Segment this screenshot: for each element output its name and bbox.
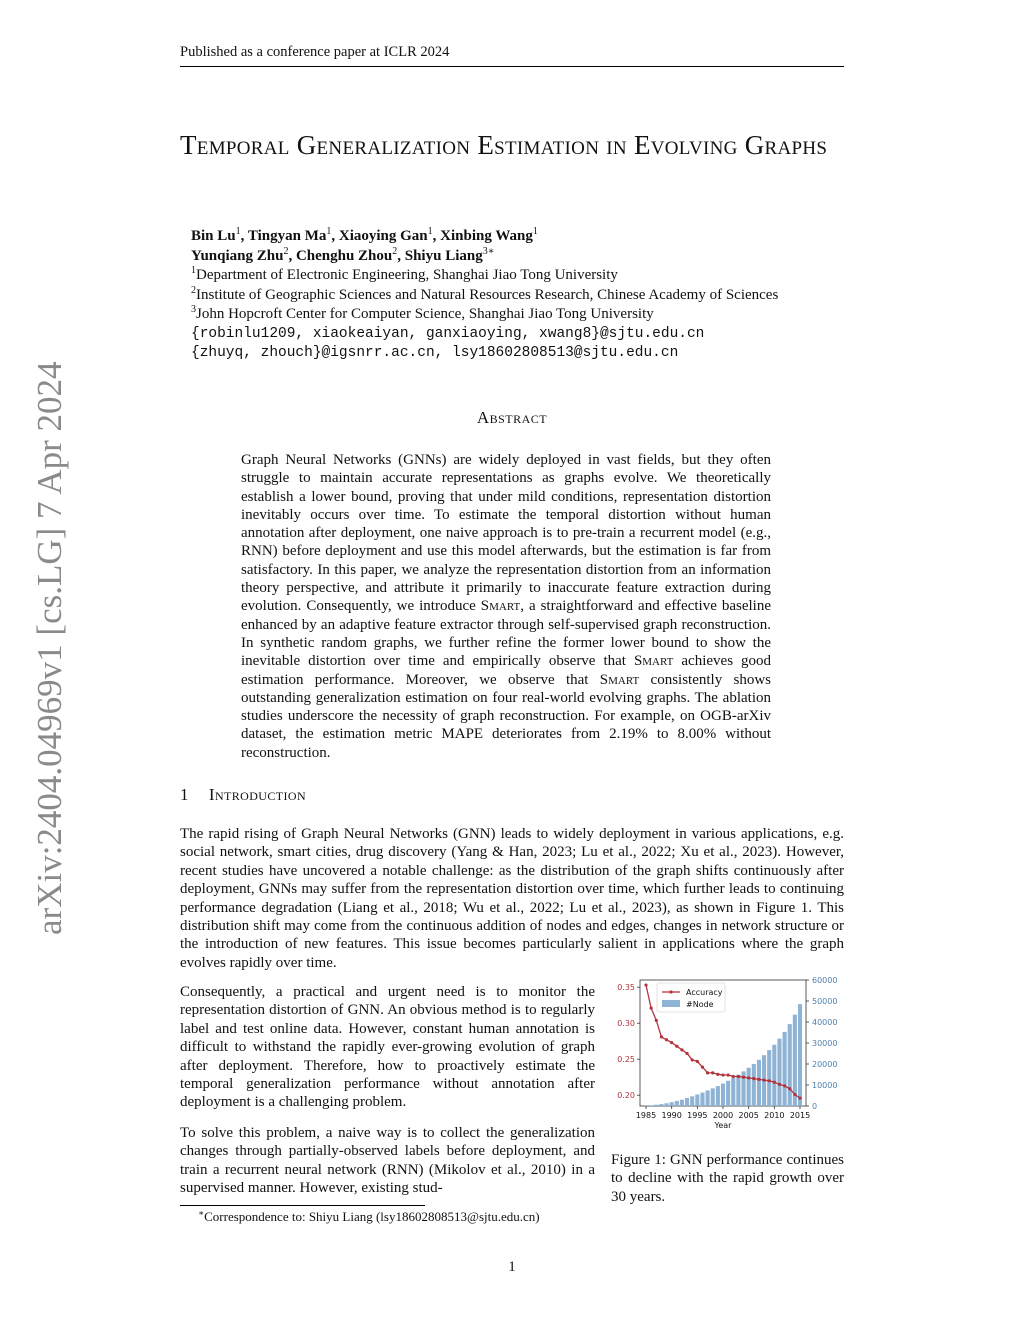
section-heading-introduction (180, 785, 306, 805)
x-tick-label: 1985 (635, 1111, 657, 1120)
accuracy-point (644, 983, 647, 986)
author-name: Xiaoying Gan (338, 228, 428, 244)
accuracy-point (706, 1071, 709, 1074)
node-count-bar (706, 1090, 710, 1106)
right-tick-label: 0 (812, 1102, 818, 1111)
accuracy-point (716, 1073, 719, 1076)
accuracy-point (762, 1078, 765, 1081)
affiliation-3: $^3$John Hopcroft Center for Computer Science, Shanghai Jiao Tong University (191, 304, 654, 322)
x-tick-label: 2000 (712, 1111, 734, 1120)
author-line-2: Yunqiang Zhu$^2$, Chenghu Zhou$^2$, Shiyu Liang$^{3∗}$ (191, 245, 495, 264)
node-count-bar (783, 1032, 787, 1106)
legend-node-label: #Node (686, 1000, 714, 1009)
paper-title: Temporal Generalization Estimation in Evolving Graphs (180, 130, 828, 160)
node-count-bar (752, 1064, 756, 1106)
page-number: 1 (508, 1259, 516, 1275)
accuracy-point (680, 1048, 683, 1051)
intro-paragraph-1: The rapid rising of Graph Neural Networks (GNN) leads to widely deployment in various applications, e.g. social network, smart cities, drug discovery (Yang & Han, 2023; Lu et al., 2022; Xu et al., 2023). However, recent studies have uncovered a notable challenge: as the distribution of the graph shifts continuously after deployment, GNNs may suffer from the representation distortion over time, which further leads to continuing performance degradation (Liang et al., 2018; Wu et al., 2022; Lu et al., 2023), as shown in Figure 1. This distribution shift may come from the continuous addition of nodes and edges, changes in network structure or the introduction of new features. This issue becomes particularly salient in applications where the graph evolves rapidly over time. (180, 826, 844, 971)
author-name: Bin Lu (191, 228, 236, 244)
section-title: Introduction (208, 785, 307, 804)
accuracy-point (778, 1083, 781, 1086)
x-tick-label: 1995 (687, 1111, 708, 1120)
node-count-bar (654, 1105, 658, 1106)
affiliation-1: $^1$Department of Electronic Engineering, Shanghai Jiao Tong University (191, 265, 618, 283)
x-tick-label: 2015 (789, 1111, 811, 1120)
method-name: Smart (633, 653, 674, 670)
affiliation-2: $^2$Institute of Geographic Sciences and Natural Resources Research, Chinese Academy of Sciences (191, 284, 779, 303)
node-count-bar (695, 1094, 699, 1106)
node-count-bar (659, 1104, 663, 1106)
accuracy-point (727, 1073, 730, 1076)
author-block (191, 227, 856, 364)
node-count-bar (670, 1102, 674, 1106)
node-count-bar (798, 1004, 802, 1106)
figure-1-chart (604, 974, 844, 1134)
node-count-bar (716, 1086, 720, 1106)
accuracy-point (691, 1058, 694, 1061)
x-axis-label: Year (714, 1121, 732, 1130)
x-tick-label: 2010 (764, 1111, 785, 1120)
accuracy-point (737, 1075, 740, 1078)
accuracy-point (721, 1073, 724, 1076)
running-head: Published as a conference paper at ICLR 2024 (180, 44, 450, 60)
left-tick-label: 0.30 (617, 1019, 635, 1029)
author-mark: 1 (326, 226, 332, 237)
node-count-bar (772, 1045, 776, 1106)
footnote-mark: ∗ (198, 1208, 205, 1218)
left-tick-label: 0.25 (617, 1055, 635, 1065)
footnote-rule (180, 1205, 425, 1206)
accuracy-point (650, 1006, 653, 1009)
section-number: 1 (180, 785, 189, 804)
node-count-bar (767, 1050, 771, 1106)
accuracy-point (752, 1077, 755, 1080)
accuracy-point (773, 1081, 776, 1084)
right-tick-label: 10000 (812, 1081, 838, 1090)
author-mark: 1 (427, 226, 433, 237)
accuracy-point (783, 1084, 786, 1087)
node-count-bar (675, 1101, 679, 1106)
right-tick-label: 20000 (812, 1060, 838, 1069)
accuracy-point (655, 1019, 658, 1022)
accuracy-point (701, 1066, 704, 1069)
figure-caption: Figure 1: GNN performance continues to decline with the rapid growth over 30 years. (611, 1152, 844, 1205)
node-count-bar (700, 1093, 704, 1106)
header-rule (180, 66, 844, 67)
accuracy-point (732, 1075, 735, 1078)
author-line-1: Bin Lu$^1$, Tingyan Ma$^1$, Xiaoying Gan$^1$, Xinbing Wang$^1$ (191, 226, 538, 244)
left-tick-label: 0.35 (617, 983, 635, 993)
node-count-bar (747, 1068, 751, 1106)
accuracy-point (747, 1076, 750, 1079)
author-name: Xinbing Wang (440, 228, 533, 244)
email-line-1: {robinlu1209, xiaokeaiyan, ganxiaoying, xwang8}@sjtu.edu.cn (191, 325, 705, 342)
method-name: Smart (480, 598, 521, 615)
left-tick-label: 0.20 (617, 1091, 635, 1101)
author-mark: 3∗ (482, 245, 495, 257)
node-count-bar (649, 1105, 653, 1106)
right-tick-label: 50000 (812, 997, 838, 1006)
author-mark: 1 (532, 226, 538, 237)
author-name: Shiyu Liang (404, 247, 483, 264)
accuracy-point (665, 1038, 668, 1041)
x-tick-label: 2005 (738, 1111, 759, 1120)
node-count-bar (736, 1075, 740, 1106)
node-count-bar (788, 1024, 792, 1106)
node-count-bar (726, 1081, 730, 1106)
author-name: Tingyan Ma (247, 228, 327, 244)
accuracy-point (675, 1045, 678, 1048)
arxiv-identifier: arXiv:2404.04969v1 [cs.LG] 7 Apr 2024 (30, 361, 69, 935)
accuracy-point (793, 1093, 796, 1096)
author-name: Yunqiang Zhu (191, 247, 284, 264)
accuracy-point (660, 1035, 663, 1038)
right-tick-label: 30000 (812, 1039, 838, 1048)
node-count-bar (664, 1103, 668, 1106)
x-tick-label: 1990 (661, 1111, 682, 1120)
author-mark: 2 (283, 245, 289, 257)
node-count-bar (757, 1060, 761, 1106)
right-tick-label: 40000 (812, 1018, 838, 1027)
accuracy-point (711, 1071, 714, 1074)
intro-paragraph-2: Consequently, a practical and urgent need is to monitor the representation distortion of GNN. An obvious method is to regularly label and test online data. However, constant human annotation is difficult to withstand the rapidly ever-growing evolution of graph after deployment. Therefore, how to proactively estimate the temporal generalization performance without annotation after deployment is a challenging problem. (180, 984, 595, 1111)
intro-paragraph-3: To solve this problem, a naive way is to collect the generalization changes through partially-observed labels before deployment, and train a recurrent neural network (RNN) (Mikolov et al., 2010) in a supervised manner. However, existing stud- (180, 1125, 595, 1197)
node-count-bar (690, 1096, 694, 1106)
accuracy-point (768, 1079, 771, 1082)
right-tick-label: 60000 (812, 976, 838, 985)
legend-accuracy-label: Accuracy (686, 988, 723, 997)
accuracy-point (798, 1096, 801, 1099)
accuracy-point (696, 1060, 699, 1063)
abstract-heading: Abstract (476, 408, 548, 427)
node-count-bar (777, 1039, 781, 1106)
node-count-bar (685, 1098, 689, 1106)
accuracy-point (685, 1052, 688, 1055)
author-name: Chenghu Zhou (295, 247, 393, 264)
node-count-bar (731, 1078, 735, 1106)
author-mark: 2 (392, 245, 398, 257)
accuracy-point (742, 1076, 745, 1079)
method-name: Smart (599, 671, 640, 688)
email-line-2: {zhuyq, zhouch}@igsnrr.ac.cn, lsy18602808513@sjtu.edu.cn (191, 345, 679, 361)
node-count-bar (680, 1100, 684, 1106)
node-count-bar (721, 1084, 725, 1106)
author-mark: 1 (235, 226, 241, 237)
accuracy-point (788, 1087, 791, 1090)
legend-accuracy-marker (669, 990, 672, 993)
legend-node-swatch (662, 1000, 680, 1007)
accuracy-point (757, 1078, 760, 1081)
footnote: ∗Correspondence to: Shiyu Liang (lsy18602808513@sjtu.edu.cn) (198, 1208, 540, 1224)
accuracy-point (670, 1041, 673, 1044)
abstract-body: Graph Neural Networks (GNNs) are widely deployed in vast fields, but they often struggle to maintain accurate representations as graphs evolve. We theoretically establish a lower bound, proving that under mild conditions, representation distortion inevitably occurs over time. To estimate the temporal distortion without human annotation after deployment, one naive approach is to pre-train a recurrent model (e.g., RNN) before deployment and use this model afterwards, but the estimation is far from satisfactory. In this paper, we analyze the representation distortion from an information theory perspective, and attribute it primarily to inaccurate feature extraction during evolution. Consequently, we introduce Smart, a straightforward and effective baseline enhanced by an adaptive feature extractor through self-supervised graph reconstruction. In synthetic random graphs, we further refine the former lower bound to show the inevitable distortion over time and empirically observe that Smart achieves good estimation performance. Moreover, we observe that Smart consistently shows outstanding generalization estimation on four real-world evolving graphs. The ablation studies underscore the necessity of graph reconstruction. For example, on OGB-arXiv dataset, the estimation metric MAPE deteriorates from 2.19% to 8.00% without reconstruction. (241, 452, 772, 761)
node-count-bar (711, 1088, 715, 1106)
